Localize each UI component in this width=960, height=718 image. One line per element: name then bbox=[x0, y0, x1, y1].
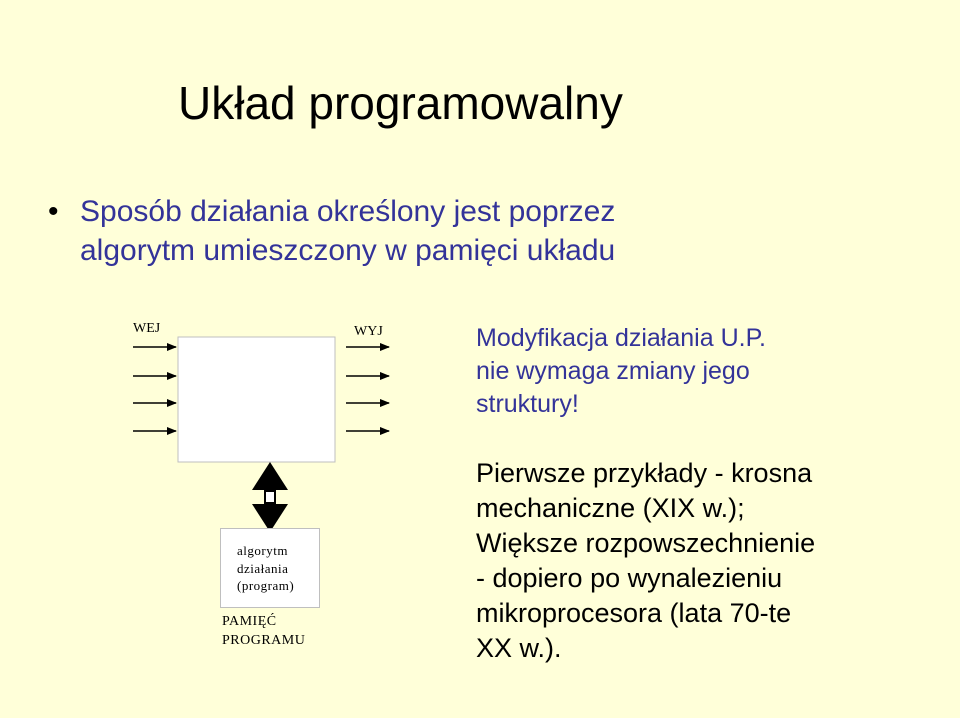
double-arrow-up-head bbox=[252, 462, 288, 490]
modification-line-2: nie wymaga zmiany jego bbox=[476, 357, 750, 385]
examples-line-6: XX w.). bbox=[476, 633, 562, 664]
memory-line-3: (program) bbox=[237, 578, 295, 594]
program-memory-caption bbox=[222, 613, 305, 651]
examples-line-2: mechaniczne (XIX w.); bbox=[476, 493, 745, 524]
double-arrow-gap bbox=[266, 492, 274, 502]
examples-line-1: Pierwsze przykłady - krosna bbox=[476, 458, 813, 488]
examples-line-4: - dopiero po wynalezieniu bbox=[476, 563, 783, 594]
memory-line-1: algorytm bbox=[237, 543, 288, 558]
memory-caption-line-1: PAMIĘĆ bbox=[222, 614, 277, 629]
memory-line-2: działania bbox=[237, 560, 289, 576]
examples-text bbox=[476, 456, 815, 667]
bullet-line-2: algorytm umieszczony w pamięci układu bbox=[80, 234, 616, 267]
modification-line-3: struktury! bbox=[476, 390, 579, 418]
bullet-line-1: Sposób działania określony jest poprzez bbox=[80, 195, 616, 228]
slide-title: Układ programowalny bbox=[178, 77, 623, 129]
bullet-dot-icon: • bbox=[48, 195, 59, 228]
examples-line-5: mikroprocesora (lata 70-te bbox=[476, 598, 792, 629]
output-label: WYJ bbox=[354, 324, 383, 339]
examples-line-3: Większe rozpowszechnienie bbox=[476, 528, 816, 559]
input-label: WEJ bbox=[133, 321, 161, 336]
program-memory-contents bbox=[237, 542, 294, 595]
processing-unit-box bbox=[178, 337, 335, 462]
memory-caption-line-2: PROGRAMU bbox=[222, 632, 306, 648]
modification-line-1: Modyfikacja działania U.P. bbox=[476, 324, 766, 352]
modification-text bbox=[476, 322, 766, 421]
